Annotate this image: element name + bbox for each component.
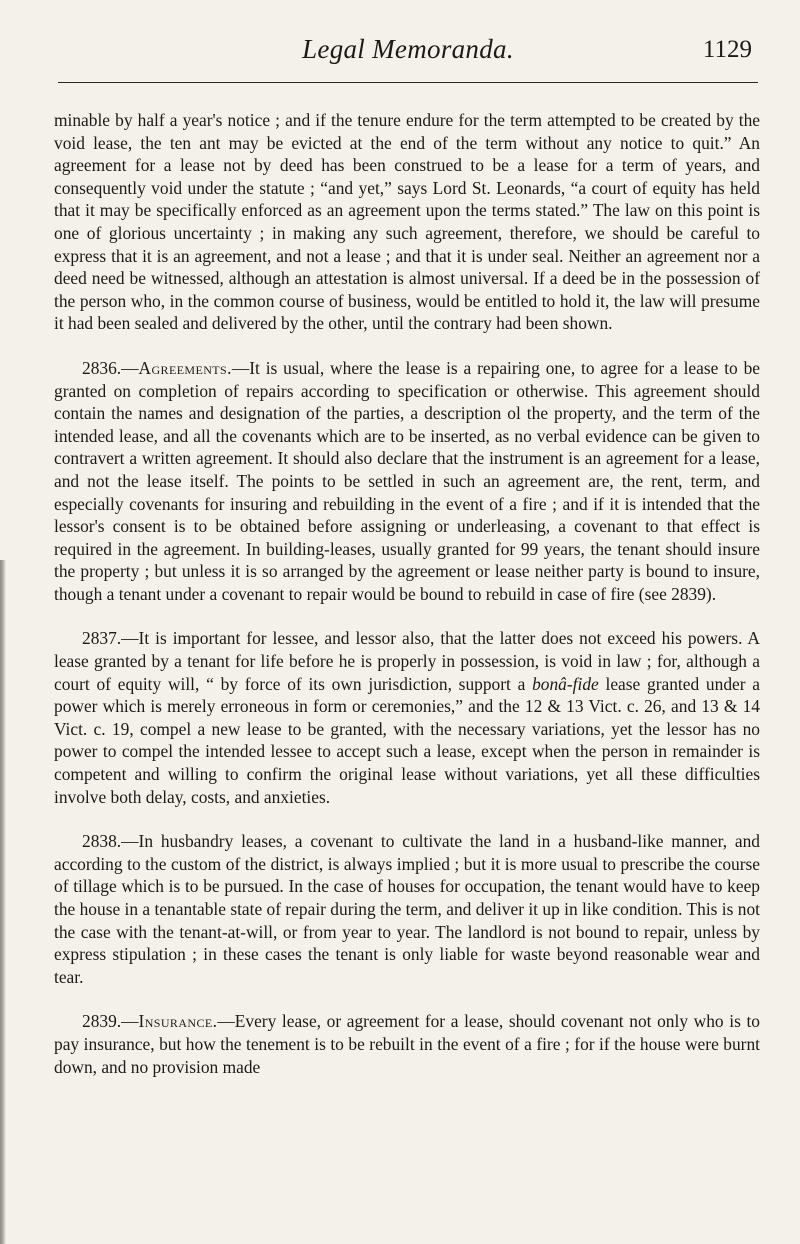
paragraph-2839 — [54, 1010, 760, 1078]
paragraph-text: —In husbandry leases, a covenant to cultivate the land in a husband-like manner, and according to the custom of the district, is always implied ; but it is more usual to prescribe the course of tillage which is to be pursued. In the case of houses for occupation, the tenant would have to keep the house in a tenantable state of repair during the term, and deliver it up in like condition. This is not the case with the tenant-at-will, or from year to year. The landlord is not bound to repair, unless by express stipulation ; in these cases the tenant is only liable for waste beyond reasonable wear and tear. — [54, 831, 760, 987]
paragraph-2837 — [54, 627, 760, 808]
paragraph-text: lease granted under a power which is merely erroneous in form or ceremonies,” and the 12 & 13 Vict. c. 26, and 13 & 14 Vict. c. 19, compel a new lease to be granted, with the necessary variations, yet the lessor has no power to compel the intended lessee to accept such a lease, except when the person in remainder is competent and willing to confirm the original lease without variations, yet all these difficulties involve both delay, costs, and anxieties. — [54, 673, 760, 807]
body-text — [54, 109, 760, 1078]
paragraph-text: —Every lease, or agreement for a lease, should covenant not only who is to pay insurance, but how the tenement is to be rebuilt in the event of a fire ; for if the house were burnt down, and no provision made — [54, 1011, 760, 1077]
paragraph-text: —It is usual, where the lease is a repairing one, to agree for a lease to be granted on completion of repairs according to specification or otherwise. This agreement should contain the names and designation of the parties, a description ol the property, and the term of the intended lease, and all the covenants which are to be inserted, as no verbal evidence can be given to contravert a written agreement. It should also declare that the instrument is an agreement for a lease, and not the lease itself. The points to be settled in such an agreement are, the rent, term, and especially covenants for insuring and rebuilding in the event of a fire ; and if it is intended that the lessor's consent is to be obtained before assigning or underleasing, a covenant to that effect is required in the agreement. In building-leases, usually granted for 99 years, the tenant should insure the property ; but unless it is so arranged by the agreement or lease neither party is bound to insure, though a tenant under a covenant to repair would be bound to rebuild in case of fire (see 2839). — [54, 357, 760, 604]
paragraph-text: —It is important for lessee, and lessor also, that the latter does not exceed his powers. A lease granted by a tenant for life before he is properly in possession, is void in law ; for, although a court of equity will, “ by force of its own jurisdiction, support a — [54, 628, 760, 694]
page-number: 1129 — [702, 36, 752, 63]
section-number: 2839.— — [82, 1011, 139, 1032]
section-number: 2837. — [82, 628, 122, 649]
running-head: Legal Memoranda. — [302, 34, 514, 64]
paragraph-2838 — [54, 830, 760, 988]
section-number: 2836.— — [82, 357, 139, 378]
italic-term: bonâ-fide — [532, 673, 599, 694]
section-number: 2838. — [82, 831, 122, 852]
page-header — [58, 28, 758, 83]
page-edge-shadow — [0, 560, 6, 1244]
paragraph-2836 — [54, 357, 760, 606]
paragraph-continuation — [54, 109, 760, 335]
section-heading: Agreements. — [138, 357, 232, 378]
paragraph-text: minable by half a year's notice ; and if the tenure endure for the term attempted to be created by the void lease, the ten ant may be evicted at the end of the term without any notice to quit.” An agreement for a lease not by deed has been construed to be a lease for a term of years, and consequently void under the statute ; “and yet,” says Lord St. Leonards, “a court of equity has held that it may be specifically enforced as an agreement upon the terms stated.” The law on this point is one of glorious uncertainty ; in making any such agreement, therefore, we should be careful to express that it is an agreement, and not a lease ; and that it is under seal. Neither an agreement nor a deed need be witnessed, although an attestation is almost universal. If a deed be in the possession of the person who, in the common course of business, would be entitled to hold it, the law will presume it had been sealed and delivered by the other, until the contrary had been shown. — [54, 110, 760, 334]
section-heading: Insurance. — [138, 1011, 218, 1032]
